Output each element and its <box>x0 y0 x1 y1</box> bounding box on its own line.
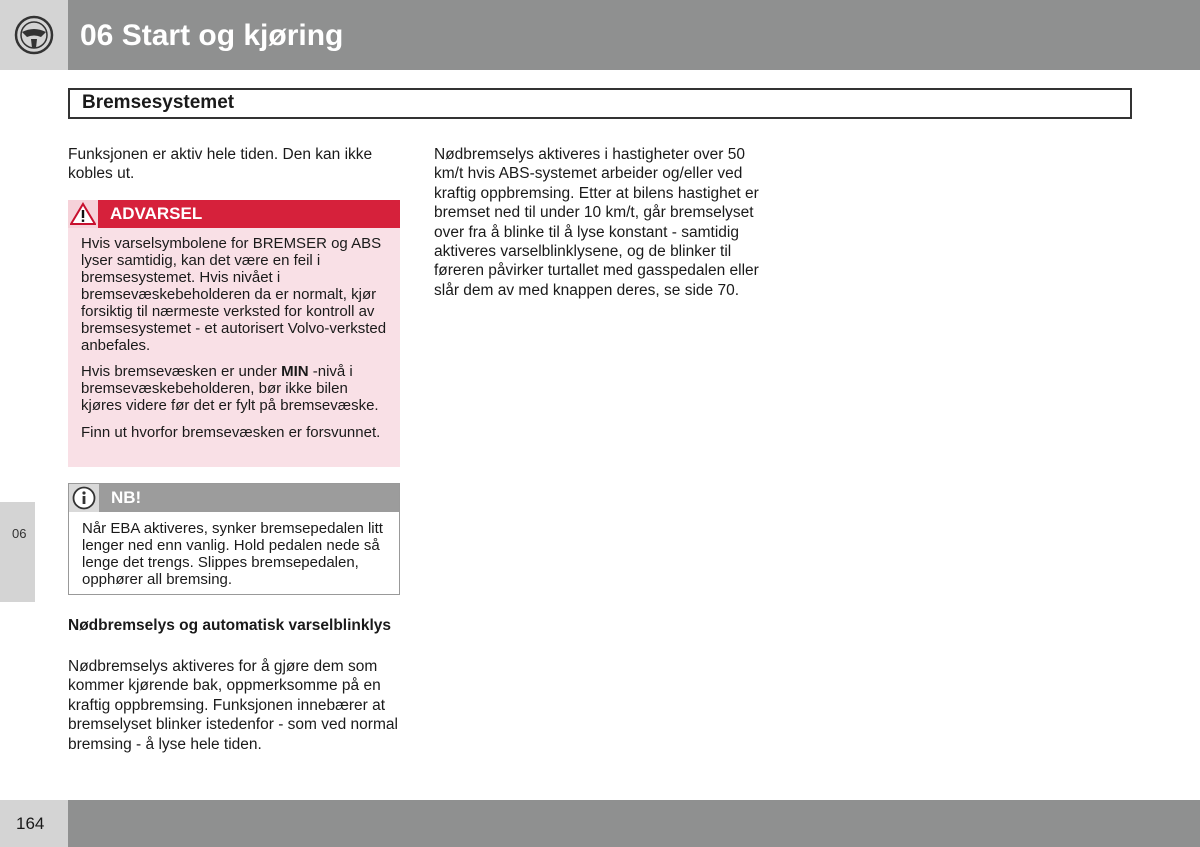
warning-title: ADVARSEL <box>110 204 203 223</box>
note-title: NB! <box>111 488 142 507</box>
section-title: Bremsesystemet <box>82 92 235 113</box>
intro-paragraph: Funksjonen er aktiv hele tiden. Den kan ikke kobles ut. <box>68 146 373 183</box>
chapter-title: 06 Start og kjøring <box>80 19 344 52</box>
chapter-header <box>0 0 1200 70</box>
note-box <box>68 483 400 595</box>
warning-triangle-icon <box>70 202 96 226</box>
chapter-icon-box <box>0 0 68 70</box>
warning-paragraph-1: Hvis varselsymbolene for BREMSER og ABS lyser samtidig, kan det være en feil i bremsesystemet. Hvis nivået i bremsevæskebeholderen da er normalt, kjør forsiktig til nærmeste verksted for kontroll av bremsesystemet - et autorisert Volvo-verksted anbefales. <box>81 235 387 354</box>
warning-icon-box <box>68 200 98 228</box>
warning-text-after: -nivå i bremsevæskebeholderen, bør ikke bilen kjøres videre før det er fylt på bremsevæske. <box>81 363 379 414</box>
footer-bar <box>0 800 1200 847</box>
side-tab-label: 06 <box>12 526 27 541</box>
chapter-side-tab <box>0 502 35 602</box>
note-icon-box <box>69 484 99 512</box>
note-body: Når EBA aktiveres, synker bremsepedalen litt lenger ned enn vanlig. Hold pedalen nede så lenge det trengs. Slippes bremsepedalen, opphører all bremsing. <box>82 520 383 588</box>
warning-paragraph-3: Finn ut hvorfor bremsevæsken er forsvunnet. <box>81 424 381 441</box>
subheading: Nødbremselys og automatisk varselblinklys <box>68 617 392 634</box>
warning-box <box>68 200 400 467</box>
right-column-paragraph: Nødbremselys aktiveres i hastigheter over 50 km/t hvis ABS-systemet arbeider og/eller ved kraftig oppbremsing. Etter at bilens hastighet er bremset ned til under 10 km/t, går bremselyset over fra å blinke til å lyse konstant - samtidig aktiveres varselblinklysene, og de blinker til føreren påvirker turtallet med gasspedalen eller slår dem av med knappen deres, se side 70. <box>434 146 759 299</box>
note-header <box>69 484 399 512</box>
info-icon <box>72 486 96 510</box>
page-number: 164 <box>16 814 45 833</box>
warning-text-before: Hvis bremsevæsken er under <box>81 363 282 380</box>
section-title-box <box>68 88 1132 119</box>
warning-paragraph-2 <box>81 363 391 414</box>
steering-wheel-icon <box>14 15 54 55</box>
page-number-box <box>0 800 68 847</box>
min-level-label: MIN <box>281 363 309 380</box>
subheading-paragraph: Nødbremselys aktiveres for å gjøre dem som kommer kjørende bak, oppmerksomme på en kraftig oppbremsing. Funksjonen innebærer at bremselyset blinker istedenfor - som ved normal bremsing - å lyse hele tiden. <box>68 658 398 753</box>
warning-header <box>68 200 400 228</box>
